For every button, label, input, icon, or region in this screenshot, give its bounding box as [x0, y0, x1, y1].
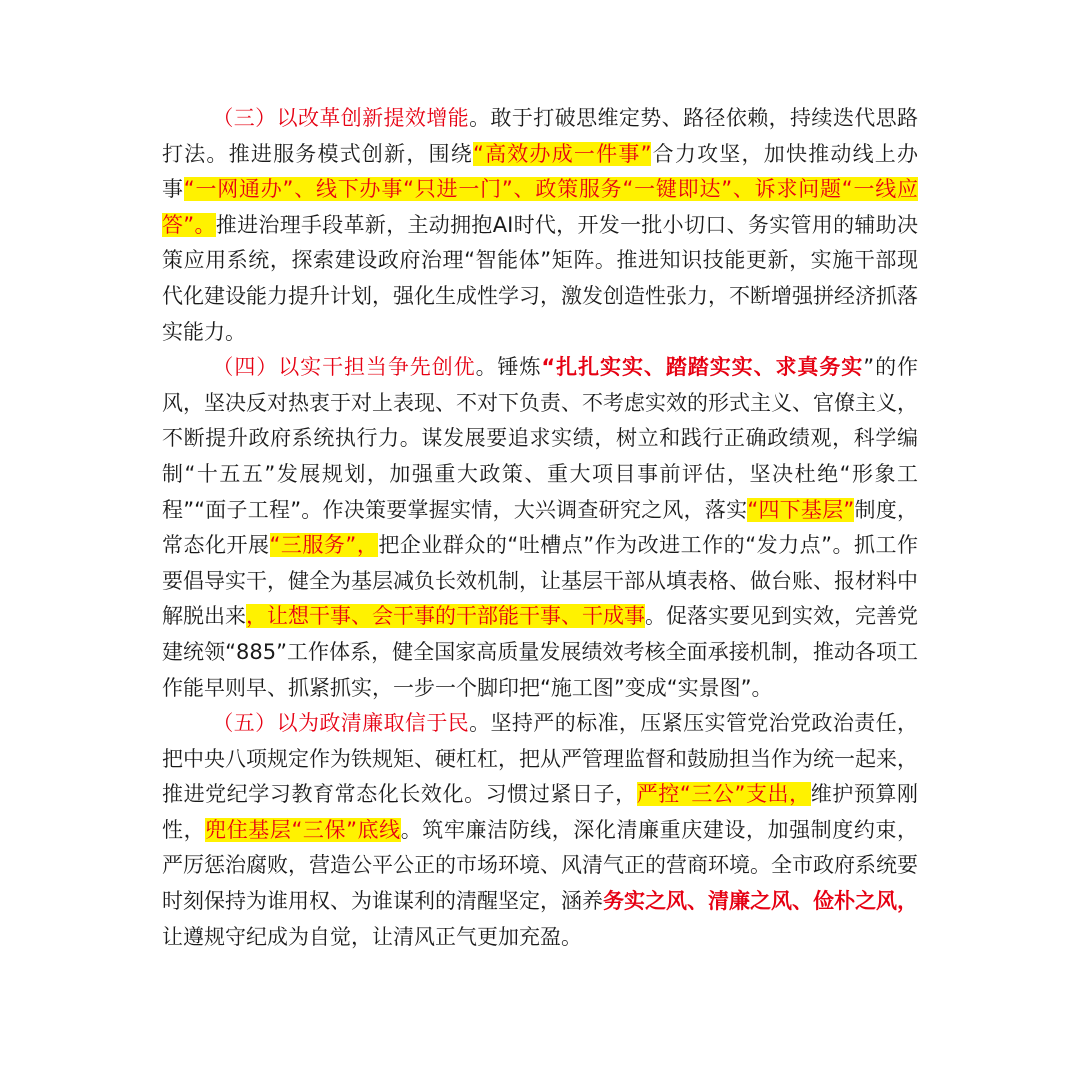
text-segment: 把企业群众的“吐槽点”作为改进工作的“发力点”。抓工作要倡导实干，健全为基层减负长效机制，让基层干部从填表格、做台账、报材料中解脱出来	[162, 533, 918, 629]
text-segment: 。筑牢廉洁防线，深化清廉重庆建设，加强制度约束，严厉惩治腐败，营造公平公正的市场环境、风清气正的营商环境。全市政府系统要时刻保持为谁用权、为谁谋利的清醒坚定，涵养	[162, 817, 918, 914]
text-segment: 制度，常态化开展	[162, 497, 918, 558]
text-segment: 。促落实要见到实效，完善党建统领“885”工作体系，健全国家高质量发展绩效考核全面承接机制，推动各项工作能早则早、抓紧抓实，一步一个脚印把“施工图”变成“实景图”。	[162, 604, 918, 700]
paragraph-practical-action	[162, 350, 918, 706]
text-segment: 维护预算刚性，	[162, 782, 918, 842]
heading-clean-governance: （五）以为政清廉取信于民	[212, 711, 470, 736]
text-segment: 。锤炼	[475, 355, 542, 380]
heading-reform-innovation: （三）以改革创新提效增能	[212, 106, 470, 130]
highlight-efficient-one-thing: “高效办成一件事”	[472, 141, 652, 166]
paragraph-clean-governance	[162, 706, 918, 955]
heading-practical-action: （四）以实干担当争先创优	[212, 355, 476, 380]
highlight-one-network: “一网通办”、线下办事“只进一门”、政策服务“一键即达”、诉求问题“一线应答”。	[162, 177, 918, 237]
text-segment: 。坚持严的标准，压紧压实管党治党政治责任，把中央八项规定作为铁规矩、硬杠杠，把从严管理监督和鼓励担当作为统一起来，推进党纪学习教育常态化长效化。习惯过紧日子，	[162, 711, 919, 807]
highlight-three-services: “三服务”，	[269, 533, 379, 558]
emphasis-solid-work-style: “扎扎实实、踏踏实实、求真务实	[541, 355, 864, 380]
highlight-three-guarantees: 兜住基层“三保”底线	[205, 817, 401, 842]
text-segment: 合力攻坚，加快推动线上办事	[162, 141, 919, 202]
text-segment: 。敢于打破思维定势、路径依赖，持续迭代思路打法。推进服务模式创新，围绕	[162, 106, 919, 166]
highlight-three-public-expenses: 严控“三公”支出，	[636, 782, 811, 807]
text-segment: 推进治理手段革新，主动拥抱AI时代，开发一批小切口、务实管用的辅助决策应用系统，探索建设政府治理“智能体”矩阵。推进知识技能更新，实施干部现代化建设能力提升计划，强化生成性学习，激发创造性张力，不断增强拼经济抓落实能力。	[162, 212, 918, 344]
highlight-four-down: “四下基层”	[747, 497, 855, 522]
highlight-capable-cadres: ，让想干事、会干事的干部能干事、干成事	[246, 604, 645, 629]
text-segment: ”的作风，坚决反对热衷于对上表现、不对下负责、不考虑实效的形式主义、官僚主义，不断提升政府系统执行力。谋发展要追求实绩，树立和践行正确政绩观，科学编制“十五五”发展规划，加强重大政策、重大项目事前评估，坚决杜绝“形象工程”“面子工程”。作决策要掌握实情，大兴调查研究之风，落实	[162, 355, 918, 522]
document-body	[162, 101, 918, 955]
text-segment: 让遵规守纪成为自觉，让清风正气更加充盈。	[162, 924, 582, 949]
paragraph-reform-innovation	[162, 101, 918, 350]
emphasis-three-styles: 务实之风、清廉之风、俭朴之风，	[603, 889, 918, 914]
